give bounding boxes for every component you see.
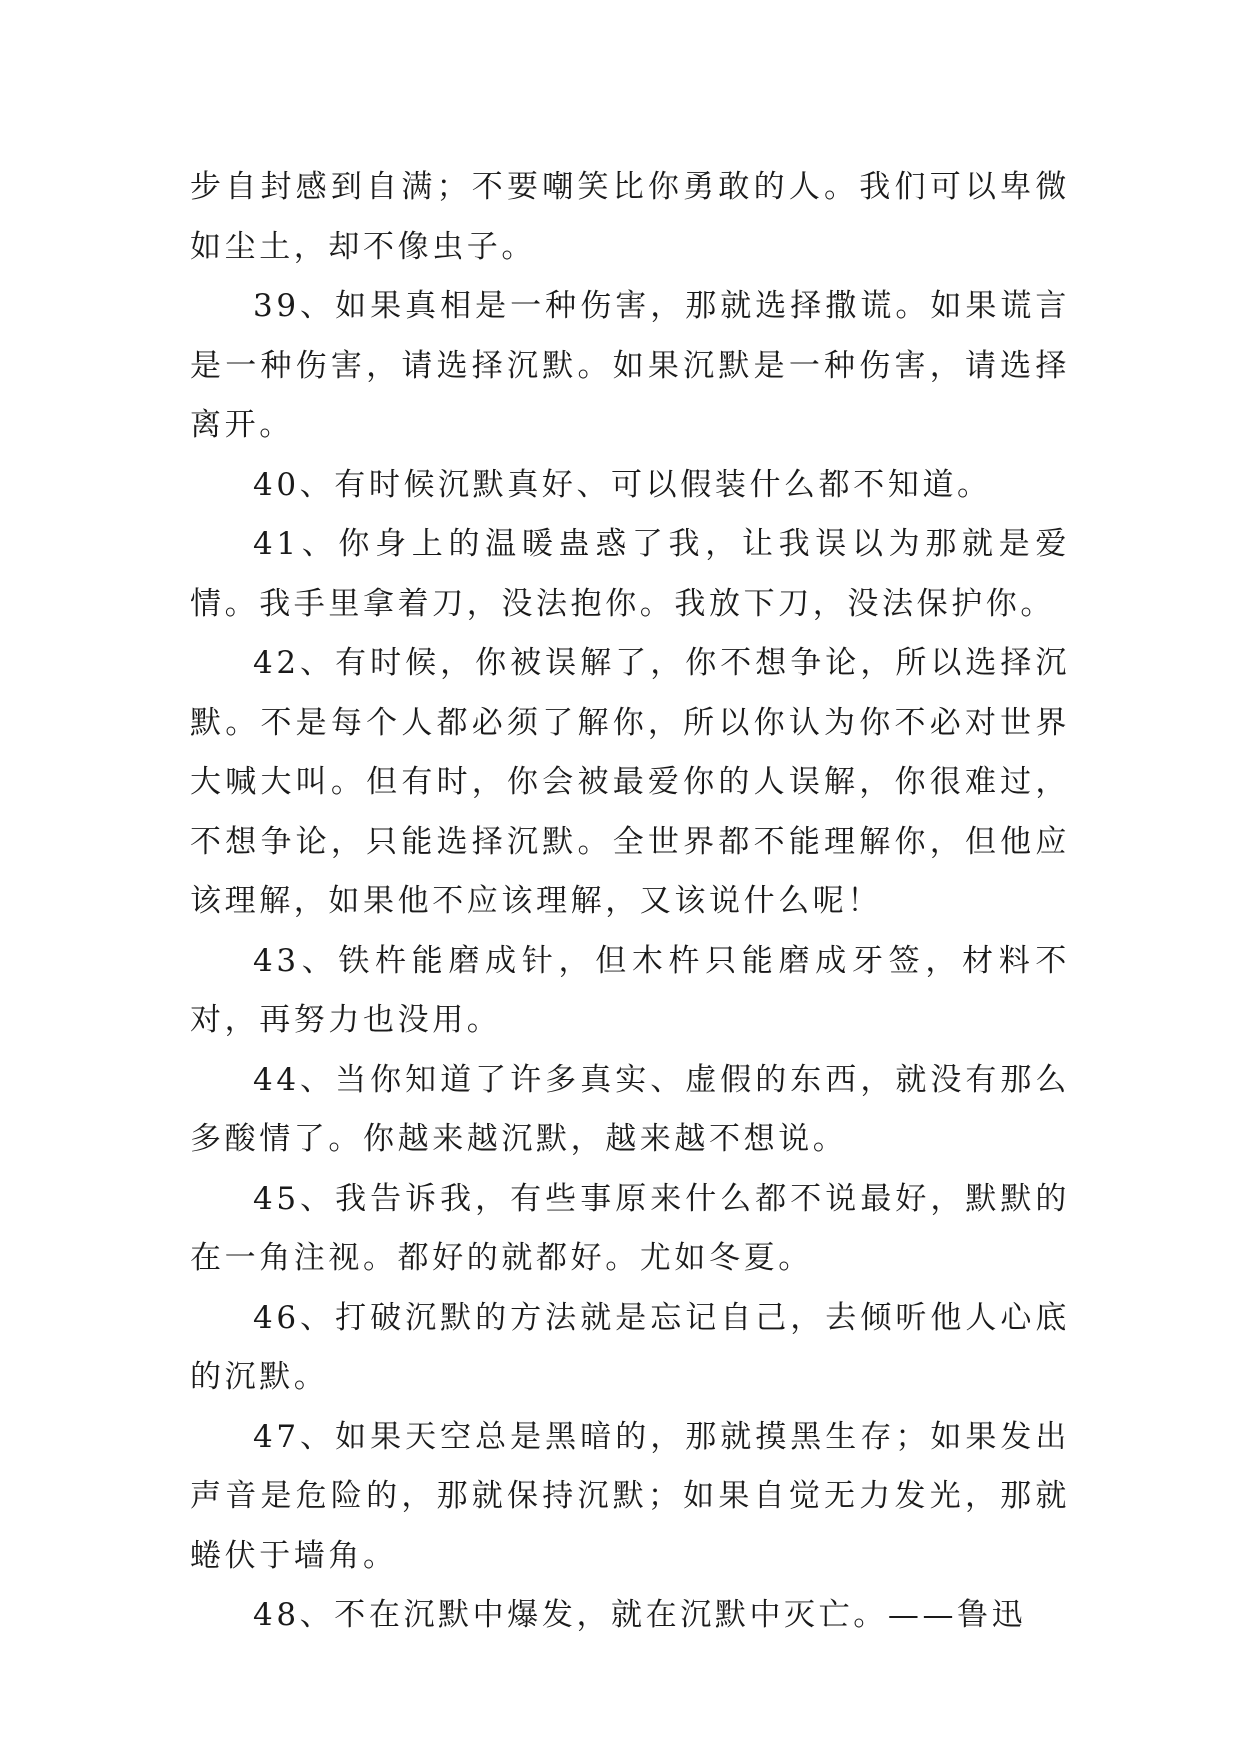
- paragraph-43: 43、铁杵能磨成针，但木杵只能磨成牙签，材料不对，再努力也没用。: [190, 942, 1070, 1038]
- paragraph-42: 42、有时候，你被误解了，你不想争论，所以选择沉默。不是每个人都必须了解你，所以你认为你不必对世界大喊大叫。但有时，你会被最爱你的人误解，你很难过，不想争论，只能选择沉默。全世界都不能理解你，但他应该理解，如果他不应该理解，又该说什么呢！: [190, 645, 1070, 919]
- paragraph-41: 41、你身上的温暖蛊惑了我，让我误以为那就是爱情。我手里拿着刀，没法抱你。我放下刀，没法保护你。: [190, 526, 1070, 622]
- paragraph-continued: 步自封感到自满；不要嘲笑比你勇敢的人。我们可以卑微如尘土，却不像虫子。: [190, 169, 1070, 265]
- paragraph-45: 45、我告诉我，有些事原来什么都不说最好，默默的在一角注视。都好的就都好。尤如冬夏。: [190, 1180, 1070, 1276]
- paragraph-48: 48、不在沉默中爆发，就在沉默中灭亡。——鲁迅: [253, 1597, 1027, 1633]
- paragraph-39: 39、如果真相是一种伤害，那就选择撒谎。如果谎言是一种伤害，请选择沉默。如果沉默是一种伤害，请选择离开。: [190, 288, 1070, 443]
- paragraph-47: 47、如果天空总是黑暗的，那就摸黑生存；如果发出声音是危险的，那就保持沉默；如果自觉无力发光，那就蜷伏于墙角。: [190, 1418, 1070, 1574]
- paragraph-40: 40、有时候沉默真好、可以假装什么都不知道。: [253, 466, 992, 503]
- paragraph-46: 46、打破沉默的方法就是忘记自己，去倾听他人心底的沉默。: [190, 1299, 1070, 1395]
- paragraph-44: 44、当你知道了许多真实、虚假的东西，就没有那么多酸情了。你越来越沉默，越来越不想说。: [190, 1061, 1070, 1157]
- body-text: [190, 158, 1070, 1646]
